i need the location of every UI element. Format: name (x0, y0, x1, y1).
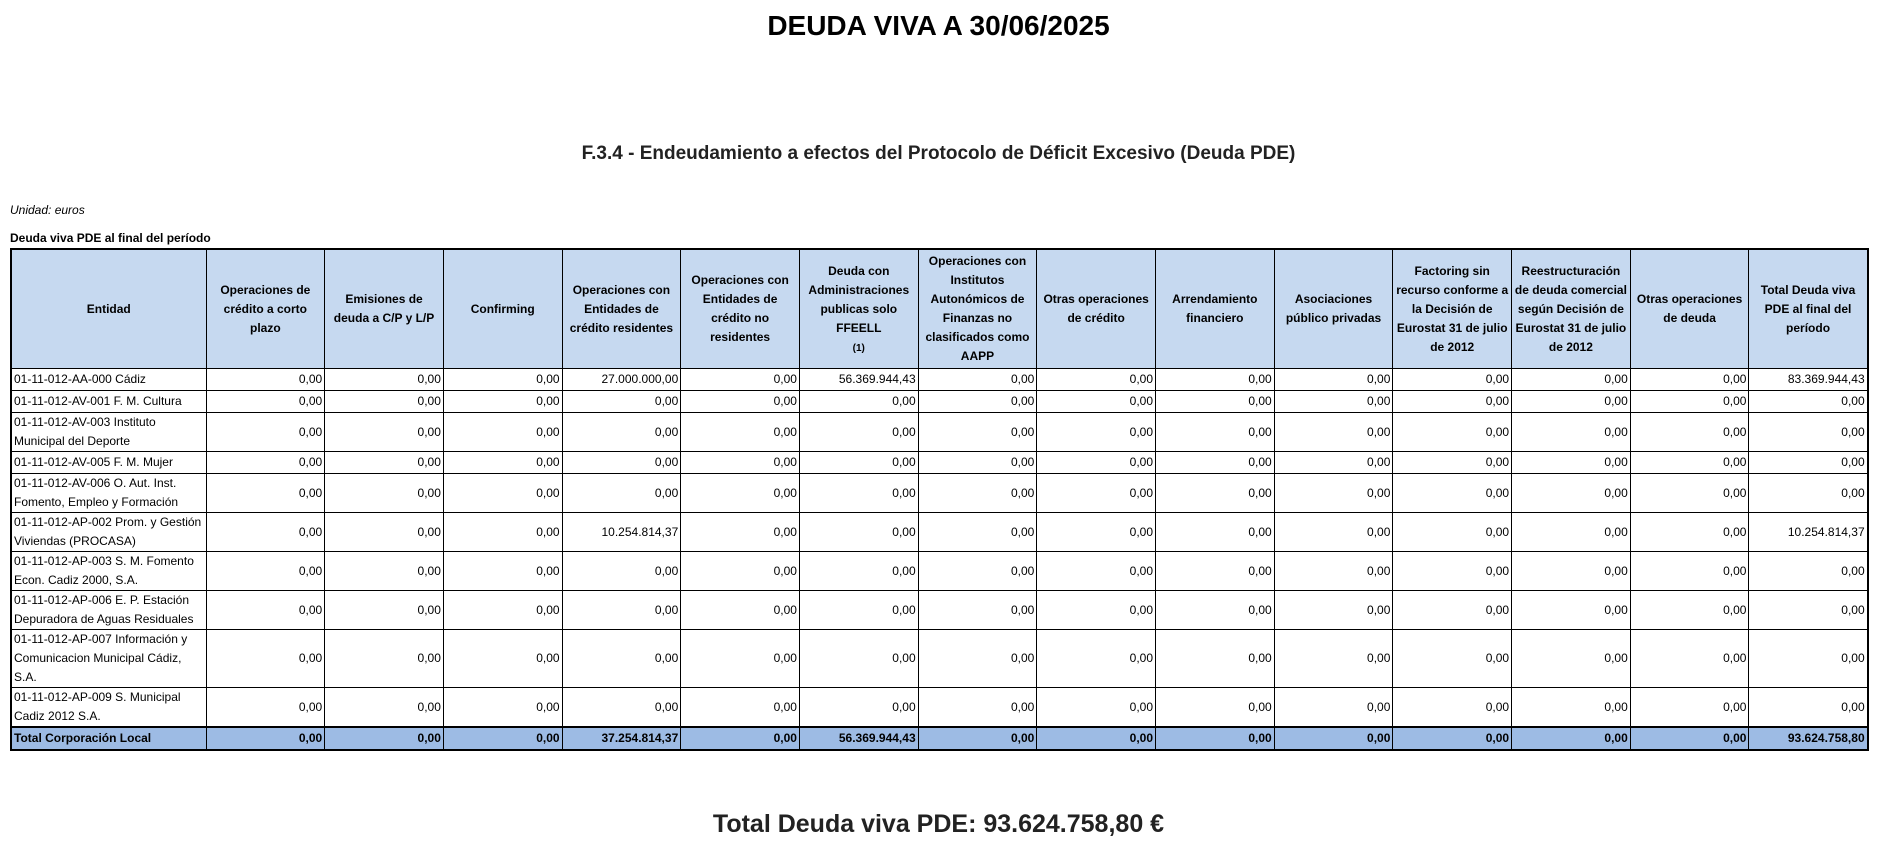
total-amount-cell: 0,00 (1630, 727, 1749, 750)
amount-cell: 0,00 (918, 413, 1037, 452)
amount-cell: 0,00 (681, 391, 800, 413)
amount-cell: 0,00 (1630, 513, 1749, 552)
amount-cell: 83.369.944,43 (1749, 369, 1868, 391)
amount-cell: 0,00 (918, 452, 1037, 474)
table-row (11, 552, 1868, 591)
column-header: Factoring sin recurso conforme a la Decisión de Eurostat 31 de julio de 2012 (1393, 249, 1512, 369)
amount-cell: 0,00 (562, 630, 681, 688)
total-amount-cell: 0,00 (1037, 727, 1156, 750)
amount-cell: 0,00 (206, 688, 325, 728)
amount-cell: 0,00 (443, 391, 562, 413)
amount-cell: 0,00 (799, 552, 918, 591)
entity-name: 01-11-012-AV-005 F. M. Mujer (11, 452, 206, 474)
amount-cell: 0,00 (1393, 413, 1512, 452)
column-header: Arrendamiento financiero (1156, 249, 1275, 369)
amount-cell: 0,00 (443, 630, 562, 688)
amount-cell: 0,00 (562, 474, 681, 513)
amount-cell: 0,00 (443, 413, 562, 452)
amount-cell: 0,00 (1512, 369, 1631, 391)
amount-cell: 0,00 (325, 513, 444, 552)
entity-name: 01-11-012-AP-003 S. M. Fomento Econ. Cadiz 2000, S.A. (11, 552, 206, 591)
amount-cell: 0,00 (443, 474, 562, 513)
amount-cell: 0,00 (918, 688, 1037, 728)
total-amount-cell: 0,00 (918, 727, 1037, 750)
page-title: DEUDA VIVA A 30/06/2025 (767, 10, 1110, 41)
amount-cell: 0,00 (1393, 474, 1512, 513)
amount-cell: 0,00 (1037, 413, 1156, 452)
total-label: Total Corporación Local (11, 727, 206, 750)
amount-cell: 0,00 (681, 513, 800, 552)
amount-cell: 0,00 (799, 688, 918, 728)
header-row (11, 249, 1868, 369)
amount-cell: 0,00 (443, 688, 562, 728)
amount-cell: 0,00 (1749, 413, 1868, 452)
amount-cell: 0,00 (799, 630, 918, 688)
amount-cell: 27.000.000,00 (562, 369, 681, 391)
amount-cell: 0,00 (1037, 474, 1156, 513)
column-header: Asociaciones público privadas (1274, 249, 1393, 369)
amount-cell: 0,00 (1274, 413, 1393, 452)
amount-cell: 0,00 (1156, 413, 1275, 452)
amount-cell: 0,00 (325, 474, 444, 513)
amount-cell: 0,00 (1037, 513, 1156, 552)
amount-cell: 0,00 (1037, 591, 1156, 630)
amount-cell: 0,00 (1037, 688, 1156, 728)
debt-table (10, 248, 1869, 751)
amount-cell: 0,00 (1274, 513, 1393, 552)
amount-cell: 0,00 (1156, 369, 1275, 391)
amount-cell: 0,00 (681, 591, 800, 630)
total-amount-cell: 0,00 (1274, 727, 1393, 750)
amount-cell: 0,00 (325, 413, 444, 452)
amount-cell: 0,00 (918, 552, 1037, 591)
amount-cell: 0,00 (1512, 591, 1631, 630)
total-amount-cell: 0,00 (1156, 727, 1275, 750)
entity-name: 01-11-012-AP-006 E. P. Estación Depuradora de Aguas Residuales (11, 591, 206, 630)
table-row (11, 591, 1868, 630)
amount-cell: 0,00 (918, 513, 1037, 552)
amount-cell: 0,00 (206, 391, 325, 413)
amount-cell: 0,00 (1630, 688, 1749, 728)
amount-cell: 0,00 (1037, 552, 1156, 591)
amount-cell: 0,00 (325, 391, 444, 413)
amount-cell: 0,00 (206, 552, 325, 591)
amount-cell: 0,00 (1274, 688, 1393, 728)
amount-cell: 0,00 (206, 369, 325, 391)
amount-cell: 0,00 (1630, 369, 1749, 391)
amount-cell: 0,00 (325, 688, 444, 728)
column-header-ffeell (799, 249, 918, 369)
amount-cell: 0,00 (1393, 452, 1512, 474)
amount-cell: 0,00 (1512, 452, 1631, 474)
amount-cell: 0,00 (1037, 391, 1156, 413)
amount-cell: 0,00 (443, 591, 562, 630)
amount-cell: 0,00 (681, 688, 800, 728)
amount-cell: 0,00 (1274, 552, 1393, 591)
entity-name: 01-11-012-AP-002 Prom. y Gestión Viviendas (PROCASA) (11, 513, 206, 552)
table-row (11, 369, 1868, 391)
amount-cell: 0,00 (206, 513, 325, 552)
column-header: Otras operaciones de deuda (1630, 249, 1749, 369)
amount-cell: 0,00 (443, 369, 562, 391)
amount-cell: 0,00 (1749, 391, 1868, 413)
column-header: Operaciones con Entidades de crédito no residentes (681, 249, 800, 369)
column-header: Reestructuración de deuda comercial según Decisión de Eurostat 31 de julio de 2012 (1512, 249, 1631, 369)
column-header: Operaciones de crédito a corto plazo (206, 249, 325, 369)
amount-cell: 0,00 (325, 630, 444, 688)
amount-cell: 0,00 (799, 452, 918, 474)
amount-cell: 0,00 (1393, 591, 1512, 630)
amount-cell: 0,00 (918, 391, 1037, 413)
amount-cell: 0,00 (1156, 552, 1275, 591)
amount-cell: 0,00 (1156, 452, 1275, 474)
amount-cell: 0,00 (681, 474, 800, 513)
amount-cell: 10.254.814,37 (562, 513, 681, 552)
amount-cell: 0,00 (562, 452, 681, 474)
amount-cell: 0,00 (562, 391, 681, 413)
amount-cell: 0,00 (443, 452, 562, 474)
amount-cell: 0,00 (1156, 591, 1275, 630)
table-row (11, 630, 1868, 688)
amount-cell: 56.369.944,43 (799, 369, 918, 391)
amount-cell: 0,00 (206, 591, 325, 630)
amount-cell: 0,00 (1393, 688, 1512, 728)
amount-cell: 0,00 (325, 552, 444, 591)
column-header: Operaciones con Institutos Autonómicos de Finanzas no clasificados como AAPP (918, 249, 1037, 369)
amount-cell: 0,00 (1630, 552, 1749, 591)
entity-name: 01-11-012-AV-001 F. M. Cultura (11, 391, 206, 413)
amount-cell: 0,00 (325, 369, 444, 391)
entity-name: 01-11-012-AP-007 Información y Comunicacion Municipal Cádiz, S.A. (11, 630, 206, 688)
amount-cell: 0,00 (681, 552, 800, 591)
amount-cell: 0,00 (443, 552, 562, 591)
total-row (11, 727, 1868, 750)
amount-cell: 0,00 (918, 369, 1037, 391)
amount-cell: 0,00 (1512, 474, 1631, 513)
amount-cell: 0,00 (1630, 413, 1749, 452)
entity-name: 01-11-012-AV-006 O. Aut. Inst. Fomento, Empleo y Formación (11, 474, 206, 513)
table-row (11, 452, 1868, 474)
column-header-entidad: Entidad (11, 249, 206, 369)
total-amount-cell: 0,00 (206, 727, 325, 750)
total-amount-cell: 93.624.758,80 (1749, 727, 1868, 750)
amount-cell: 0,00 (1749, 552, 1868, 591)
table-row (11, 513, 1868, 552)
amount-cell: 0,00 (918, 630, 1037, 688)
amount-cell: 0,00 (206, 452, 325, 474)
amount-cell: 0,00 (1037, 630, 1156, 688)
total-amount-cell: 56.369.944,43 (799, 727, 918, 750)
total-amount-cell: 0,00 (1393, 727, 1512, 750)
column-header: Emisiones de deuda a C/P y L/P (325, 249, 444, 369)
amount-cell: 0,00 (799, 413, 918, 452)
amount-cell: 0,00 (1630, 474, 1749, 513)
total-amount-cell: 37.254.814,37 (562, 727, 681, 750)
amount-cell: 0,00 (1393, 552, 1512, 591)
amount-cell: 0,00 (1749, 591, 1868, 630)
amount-cell: 0,00 (562, 413, 681, 452)
entity-name: 01-11-012-AA-000 Cádiz (11, 369, 206, 391)
amount-cell: 0,00 (1156, 630, 1275, 688)
amount-cell: 0,00 (443, 513, 562, 552)
amount-cell: 0,00 (1156, 391, 1275, 413)
amount-cell: 0,00 (1274, 591, 1393, 630)
amount-cell: 0,00 (206, 474, 325, 513)
total-amount-cell: 0,00 (681, 727, 800, 750)
column-header: Operaciones con Entidades de crédito residentes (562, 249, 681, 369)
amount-cell: 0,00 (1630, 452, 1749, 474)
amount-cell: 0,00 (562, 552, 681, 591)
amount-cell: 10.254.814,37 (1749, 513, 1868, 552)
amount-cell: 0,00 (1512, 391, 1631, 413)
amount-cell: 0,00 (1512, 630, 1631, 688)
amount-cell: 0,00 (1393, 513, 1512, 552)
amount-cell: 0,00 (206, 630, 325, 688)
amount-cell: 0,00 (1512, 552, 1631, 591)
amount-cell: 0,00 (1512, 513, 1631, 552)
amount-cell: 0,00 (1749, 474, 1868, 513)
footnote-marker: (1) (852, 342, 865, 354)
amount-cell: 0,00 (681, 369, 800, 391)
table-caption: Deuda viva PDE al final del período (10, 231, 211, 245)
amount-cell: 0,00 (1156, 474, 1275, 513)
amount-cell: 0,00 (1512, 413, 1631, 452)
column-header: Confirming (443, 249, 562, 369)
amount-cell: 0,00 (1512, 688, 1631, 728)
amount-cell: 0,00 (1156, 688, 1275, 728)
column-header: Total Deuda viva PDE al final del período (1749, 249, 1868, 369)
amount-cell: 0,00 (206, 413, 325, 452)
amount-cell: 0,00 (1037, 369, 1156, 391)
amount-cell: 0,00 (325, 452, 444, 474)
total-amount-cell: 0,00 (325, 727, 444, 750)
amount-cell: 0,00 (1393, 391, 1512, 413)
amount-cell: 0,00 (1274, 474, 1393, 513)
amount-cell: 0,00 (1393, 369, 1512, 391)
amount-cell: 0,00 (1749, 452, 1868, 474)
amount-cell: 0,00 (681, 630, 800, 688)
amount-cell: 0,00 (1393, 630, 1512, 688)
amount-cell: 0,00 (681, 452, 800, 474)
table-row (11, 688, 1868, 728)
amount-cell: 0,00 (325, 591, 444, 630)
table-row (11, 413, 1868, 452)
amount-cell: 0,00 (799, 513, 918, 552)
amount-cell: 0,00 (799, 391, 918, 413)
amount-cell: 0,00 (681, 413, 800, 452)
entity-name: 01-11-012-AP-009 S. Municipal Cadiz 2012 S.A. (11, 688, 206, 728)
column-header: Otras operaciones de crédito (1037, 249, 1156, 369)
amount-cell: 0,00 (1274, 630, 1393, 688)
amount-cell: 0,00 (1630, 591, 1749, 630)
amount-cell: 0,00 (1274, 369, 1393, 391)
amount-cell: 0,00 (1630, 630, 1749, 688)
amount-cell: 0,00 (1749, 630, 1868, 688)
amount-cell: 0,00 (1274, 452, 1393, 474)
amount-cell: 0,00 (1630, 391, 1749, 413)
entity-name: 01-11-012-AV-003 Instituto Municipal del Deporte (11, 413, 206, 452)
amount-cell: 0,00 (1037, 452, 1156, 474)
amount-cell: 0,00 (918, 591, 1037, 630)
amount-cell: 0,00 (1156, 513, 1275, 552)
unit-label: Unidad: euros (10, 203, 85, 217)
total-amount-cell: 0,00 (443, 727, 562, 750)
column-header-label: Deuda con Administraciones publicas solo FFEELL (808, 263, 910, 335)
amount-cell: 0,00 (1749, 688, 1868, 728)
amount-cell: 0,00 (918, 474, 1037, 513)
amount-cell: 0,00 (799, 474, 918, 513)
total-amount-cell: 0,00 (1512, 727, 1631, 750)
amount-cell: 0,00 (562, 688, 681, 728)
amount-cell: 0,00 (562, 591, 681, 630)
grand-total: Total Deuda viva PDE: 93.624.758,80 € (712, 810, 1165, 838)
amount-cell: 0,00 (799, 591, 918, 630)
amount-cell: 0,00 (1274, 391, 1393, 413)
report-subtitle: F.3.4 - Endeudamiento a efectos del Protocolo de Déficit Excesivo (Deuda PDE) (581, 143, 1296, 164)
table-row (11, 474, 1868, 513)
table-row (11, 391, 1868, 413)
